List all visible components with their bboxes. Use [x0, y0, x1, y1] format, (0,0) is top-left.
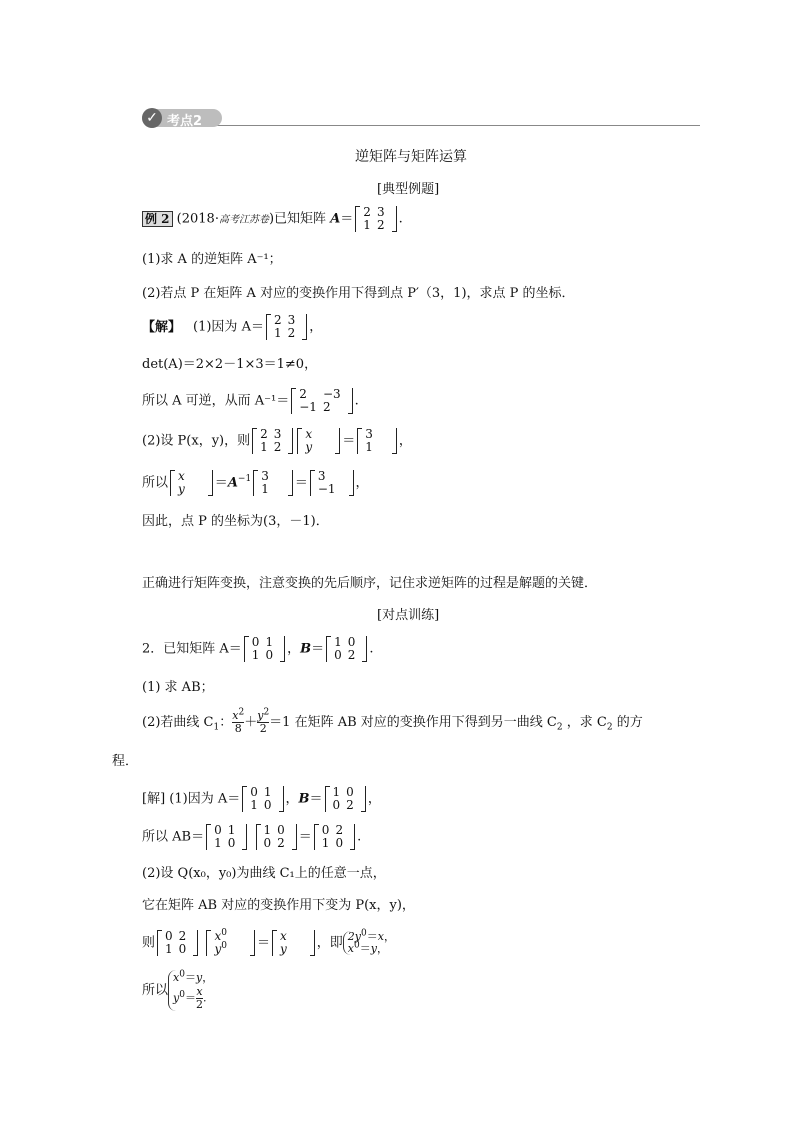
ex-solution-p4: 则 0 2 1 0 $x^0$ $y^0$ ＝ x y ，即 $2y^0=x$， $x^0=y$， — [142, 930, 405, 956]
solution-result: 因此，点 P 的坐标为(3，－1)． — [142, 514, 329, 529]
ex-solution-p3: 它在矩阵 AB 对应的变换作用下变为 P(x，y)， — [142, 898, 415, 913]
check-icon: ✓ — [142, 108, 162, 128]
solution-det: det(A)＝2×2－1×3＝1≠0， — [142, 357, 318, 372]
ex-solution-ab: 所以 AB＝ 0 1 1 0 1 0 0 2 ＝ 0 2 1 0 . — [142, 823, 362, 850]
exercise-q1: (1) 求 AB； — [142, 680, 214, 695]
matrix-A: 2 3 1 2 — [355, 206, 396, 232]
solution-tag: 【解】 — [142, 319, 182, 335]
badge — [142, 109, 222, 127]
ex-solution-line1: [解] (1)因为 A＝ 0 1 1 0 ，B＝ 1 0 0 2 ， — [142, 785, 381, 812]
header-rule — [202, 125, 700, 126]
source-name: 高考江苏卷 — [218, 214, 269, 226]
source-suffix: )已知矩阵 — [268, 211, 331, 227]
solution-inv: 所以 A 可逆，从而 A⁻¹＝ 2 −3 −1 2 . — [142, 387, 359, 414]
matrix-A-inv: 2 −3 −1 2 — [291, 388, 352, 414]
example-q1: (1)求 A 的逆矩阵 A⁻¹； — [142, 252, 282, 267]
exercise-q2: (2)若曲线 $C_1$： $\frac{x^2}{8}$ ＋ $\frac{y^2}{2}$ ＝1 在矩阵 AB 对应的变换作用下得到另一曲线 $C_2$ ，求 $C_2$ 的方 — [142, 707, 643, 735]
section-typical: [典型例题] — [377, 182, 440, 197]
ex-solution-so: 所以$x^0=y$， $y^0=$ $\frac{x}{2}$ . — [142, 970, 223, 1011]
example-tag: 例 2 — [142, 211, 173, 227]
note: 正确进行矩阵变换，注意变换的先后顺序，记住求逆矩阵的过程是解题的关键． — [142, 576, 598, 591]
header-bar — [142, 109, 700, 129]
solution-p2: (2)设 P(x，y)，则 2 3 1 2 x y ＝ 3 1 ， — [142, 427, 412, 454]
badge-label: 考点2 — [167, 114, 203, 129]
source-prefix: (2018· — [176, 211, 219, 227]
page-title: 逆矩阵与矩阵运算 — [355, 149, 467, 165]
solution-so: 所以 x y $=A^{-1}$ 3 1 ＝ 3 −1 ， — [142, 469, 369, 496]
exercise-stem: 2．已知矩阵 A＝ 0 1 1 0 ，B＝ 1 0 0 2 . — [142, 635, 374, 662]
example-q2: (2)若点 P 在矩阵 A 对应的变换作用下得到点 P′（3，1)，求点 P 的坐标． — [142, 286, 575, 301]
section-practice: [对点训练] — [377, 608, 440, 623]
ex-solution-p2: (2)设 Q(x₀，y₀)为曲线 C₁上的任意一点， — [142, 866, 386, 881]
exercise-q2-tail: 程． — [112, 754, 139, 769]
solution-line1: 【解】 (1)因为 A＝ 2 3 1 2 ， — [142, 313, 323, 340]
matrix-A-2: 2 3 1 2 — [266, 314, 307, 340]
example-line: 例 2 (2018·高考江苏卷)已知矩阵 A＝ 2 3 1 2 . — [142, 206, 403, 232]
